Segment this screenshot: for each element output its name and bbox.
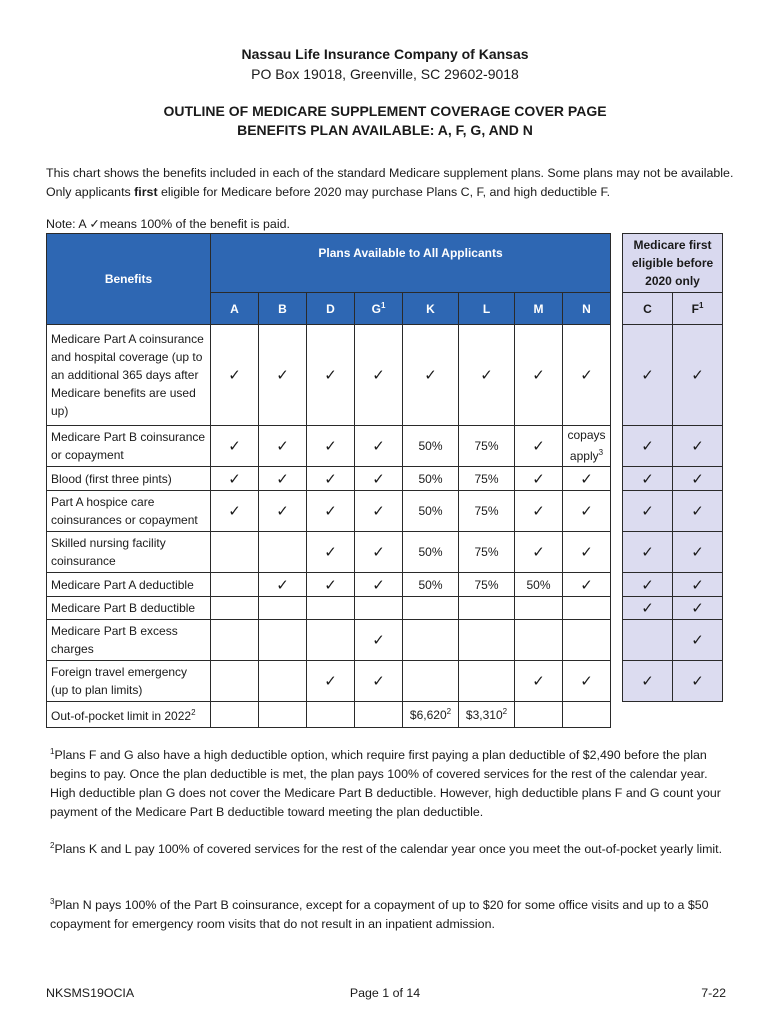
footnote-number: 2	[50, 841, 55, 850]
checkmark-glyph: ✓	[532, 469, 545, 488]
pre-2020-letter-header	[673, 293, 723, 325]
plan-letter: D	[326, 301, 335, 316]
benefit-name-cell	[47, 702, 211, 728]
plan-letter-header	[355, 293, 403, 325]
checkmark-icon	[623, 661, 673, 702]
checkmark-icon	[355, 573, 403, 597]
benefit-name: Medicare Part B coinsurance or copayment	[51, 430, 206, 462]
checkmark-glyph: ✓	[228, 502, 241, 520]
benefit-name: Part A hospice care coinsurances or copayment	[51, 495, 198, 527]
checkmark-icon	[563, 573, 611, 597]
checkmark-icon	[355, 532, 403, 573]
checkmark-glyph: ✓	[276, 366, 289, 384]
checkmark-icon	[563, 661, 611, 702]
cell-value: 50%	[526, 577, 551, 592]
cell-value: 75%	[474, 577, 499, 592]
benefit-value	[403, 532, 459, 573]
benefits-table	[46, 233, 723, 728]
benefit-row	[47, 426, 723, 467]
checkmark-glyph: ✓	[691, 469, 704, 488]
checkmark-icon	[673, 597, 723, 620]
checkmark-icon	[563, 532, 611, 573]
intro-line-1: This chart shows the benefits included in each of the standard Medicare supplement plans. Some plans may not be available.	[46, 166, 734, 180]
cell-value: 75%	[474, 439, 499, 453]
benefit-name-cell	[47, 426, 211, 467]
checkmark-glyph: ✓	[580, 366, 593, 384]
empty-cell	[563, 597, 611, 620]
checkmark-glyph: ✓	[372, 575, 385, 594]
checkmark-glyph: ✓	[641, 469, 654, 488]
checkmark-icon	[623, 325, 673, 426]
intro-emphasis: first	[134, 185, 158, 199]
checkmark-glyph: ✓	[324, 543, 337, 561]
benefit-name-cell	[47, 532, 211, 573]
empty-cell	[459, 661, 515, 702]
empty-cell	[211, 573, 259, 597]
benefit-row	[47, 597, 723, 620]
checkmark-glyph: ✓	[532, 502, 545, 520]
empty-cell	[259, 597, 307, 620]
checkmark-glyph: ✓	[691, 502, 704, 520]
empty-cell	[259, 620, 307, 661]
note-text: means 100% of the benefit is paid.	[99, 217, 290, 231]
checkmark-icon	[515, 661, 563, 702]
checkmark-glyph: ✓	[580, 502, 593, 520]
empty-cell	[403, 661, 459, 702]
plan-letter: C	[643, 301, 652, 316]
footnote-ref: 1	[698, 301, 704, 310]
checkmark-icon	[623, 426, 673, 467]
plan-letter-header	[307, 293, 355, 325]
checkmark-glyph: ✓	[691, 366, 704, 384]
benefit-value	[403, 491, 459, 532]
checkmark-icon	[623, 491, 673, 532]
checkmark-icon	[515, 426, 563, 467]
benefit-row	[47, 467, 723, 491]
checkmark-glyph: ✓	[324, 672, 337, 690]
footnote-ref: 2	[446, 707, 452, 716]
pre-2020-letter-header	[623, 293, 673, 325]
footnote-text: Plans F and G also have a high deductible option, which require first paying a plan deductible of $2,490 before the plan begins to pay. Once the plan deductible is met, the plan pays 100% of covered services for the rest of the calendar year. High deductible plan G does not cover the Medicare Part B deductible. However, high deductible plans F and G count your payment of the Medicare Part B deductible toward meeting the plan deductible.	[50, 748, 721, 820]
empty-cell	[355, 702, 403, 728]
benefit-value	[403, 467, 459, 491]
checkmark-icon	[623, 573, 673, 597]
note-prefix: Note: A	[46, 217, 90, 231]
checkmark-icon	[355, 661, 403, 702]
footnote-ref: 3	[598, 448, 604, 457]
cell-value: 50%	[418, 439, 443, 453]
checkmark-icon	[673, 573, 723, 597]
checkmark-icon	[673, 426, 723, 467]
revision-date: 7-22	[701, 986, 726, 1000]
checkmark-icon	[259, 467, 307, 491]
checkmark-icon	[515, 325, 563, 426]
footnote-ref: 2	[502, 707, 508, 716]
benefit-name: Blood (first three pints)	[51, 471, 172, 486]
checkmark-icon	[623, 467, 673, 491]
checkmark-icon	[211, 325, 259, 426]
benefit-value	[459, 491, 515, 532]
footnote-ref: 1	[380, 301, 386, 310]
plan-letter-header	[259, 293, 307, 325]
pre-2020-header: Medicare first eligible before 2020 only	[623, 234, 723, 293]
footnote-3	[50, 892, 730, 934]
benefit-row	[47, 702, 723, 728]
cell-value: 75%	[474, 471, 499, 486]
checkmark-glyph: ✓	[532, 437, 545, 455]
empty-cell	[459, 620, 515, 661]
checkmark-icon	[259, 491, 307, 532]
checkmark-icon	[459, 325, 515, 426]
checkmark-glyph: ✓	[372, 672, 385, 690]
checkmark-glyph: ✓	[691, 437, 704, 455]
checkmark-icon	[307, 661, 355, 702]
intro-text: eligible for Medicare before 2020 may purchase Plans C, F, and high deductible F.	[157, 185, 611, 199]
cell-value: 50%	[418, 577, 443, 592]
checkmark-icon	[563, 491, 611, 532]
empty-cell	[211, 661, 259, 702]
checkmark-glyph: ✓	[691, 631, 704, 649]
checkmark-glyph: ✓	[324, 502, 337, 520]
benefit-value	[459, 426, 515, 467]
benefit-name-cell	[47, 597, 211, 620]
checkmark-icon	[211, 491, 259, 532]
benefit-name: Medicare Part B excess charges	[51, 624, 178, 656]
cell-value: copays apply	[567, 428, 606, 463]
column-gap	[611, 573, 623, 597]
checkmark-glyph: ✓	[324, 366, 337, 384]
checkmark-glyph: ✓	[228, 437, 241, 455]
plan-letter: F	[691, 302, 699, 316]
checkmark-glyph: ✓	[691, 672, 704, 690]
empty-cell	[307, 620, 355, 661]
form-id: NKSMS19OCIA	[46, 986, 135, 1000]
intro-text: Only applicants	[46, 185, 135, 199]
empty-cell	[259, 661, 307, 702]
benefit-row	[47, 661, 723, 702]
footnote-1	[50, 742, 730, 822]
footnote-2	[50, 836, 730, 859]
benefit-name-cell	[47, 573, 211, 597]
checkmark-glyph: ✓	[480, 366, 493, 384]
checkmark-glyph: ✓	[372, 469, 385, 488]
benefit-name-cell	[47, 467, 211, 491]
empty-cell	[259, 702, 307, 728]
checkmark-glyph: ✓	[372, 437, 385, 455]
checkmark-glyph: ✓	[691, 599, 704, 617]
checkmark-icon	[673, 620, 723, 661]
empty-cell	[673, 702, 723, 728]
checkmark-icon	[307, 467, 355, 491]
benefit-row	[47, 325, 723, 426]
checkmark-glyph: ✓	[532, 672, 545, 690]
cell-value: 50%	[418, 471, 443, 486]
benefit-name-cell	[47, 661, 211, 702]
benefit-value	[403, 702, 459, 728]
cell-value: $6,620	[409, 708, 447, 722]
checkmark-glyph: ✓	[372, 543, 385, 561]
benefit-name: Foreign travel emergency (up to plan limits)	[51, 665, 188, 697]
checkmark-glyph: ✓	[641, 502, 654, 520]
empty-cell	[515, 597, 563, 620]
empty-cell	[563, 620, 611, 661]
checkmark-icon	[515, 491, 563, 532]
plan-letter: B	[278, 301, 287, 316]
benefit-value	[459, 573, 515, 597]
checkmark-icon	[211, 467, 259, 491]
checkmark-icon: ✓	[89, 216, 100, 231]
checkmark-glyph: ✓	[228, 366, 241, 384]
checkmark-icon	[211, 426, 259, 467]
checkmark-icon	[515, 532, 563, 573]
checkmark-icon	[259, 573, 307, 597]
benefit-value	[515, 573, 563, 597]
checkmark-glyph: ✓	[641, 599, 654, 617]
checkmark-icon	[355, 491, 403, 532]
empty-cell	[211, 532, 259, 573]
company-name: Nassau Life Insurance Company of Kansas	[241, 46, 529, 62]
column-gap	[611, 661, 623, 702]
column-gap	[611, 702, 623, 728]
page-number: Page 1 of 14	[349, 986, 421, 1000]
empty-cell	[307, 597, 355, 620]
checkmark-icon	[673, 325, 723, 426]
checkmark-icon	[259, 325, 307, 426]
plan-letter: G	[371, 302, 381, 316]
checkmark-icon	[307, 491, 355, 532]
plan-letter: L	[482, 301, 491, 316]
checkmark-icon	[355, 467, 403, 491]
checkmark-icon	[403, 325, 459, 426]
cell-value: 75%	[474, 504, 499, 518]
column-gap	[611, 467, 623, 491]
checkmark-glyph: ✓	[324, 469, 337, 488]
column-gap	[611, 491, 623, 532]
benefit-name: Medicare Part B deductible	[51, 601, 196, 615]
checkmark-glyph: ✓	[276, 469, 289, 488]
column-gap	[611, 325, 623, 426]
empty-cell	[259, 532, 307, 573]
benefit-value	[459, 467, 515, 491]
checkmark-glyph: ✓	[532, 543, 545, 561]
checkmark-icon	[563, 467, 611, 491]
benefit-name-cell	[47, 620, 211, 661]
checkmark-glyph: ✓	[641, 543, 654, 561]
empty-cell	[307, 702, 355, 728]
plan-letter: M	[533, 301, 544, 316]
column-gap	[611, 426, 623, 467]
checkmark-glyph: ✓	[580, 575, 593, 594]
checkmark-icon	[563, 325, 611, 426]
benefit-value	[403, 426, 459, 467]
checkmark-glyph: ✓	[372, 366, 385, 384]
all-applicants-header: Plans Available to All Applicants	[211, 234, 611, 293]
empty-cell	[211, 620, 259, 661]
checkmark-glyph: ✓	[276, 502, 289, 520]
checkmark-icon	[355, 426, 403, 467]
empty-cell	[355, 597, 403, 620]
benefit-row	[47, 620, 723, 661]
checkmark-icon	[673, 661, 723, 702]
cell-value: 75%	[474, 545, 499, 559]
empty-cell	[623, 620, 673, 661]
intro-line-2	[46, 185, 736, 199]
column-gap	[611, 620, 623, 661]
checkmark-icon	[355, 325, 403, 426]
checkmark-glyph: ✓	[691, 543, 704, 561]
cell-value: 50%	[418, 504, 443, 518]
empty-cell	[403, 620, 459, 661]
plan-letter: A	[230, 301, 239, 316]
empty-cell	[563, 702, 611, 728]
column-gap	[611, 532, 623, 573]
plan-letter-header	[459, 293, 515, 325]
benefit-value	[459, 532, 515, 573]
checkmark-glyph: ✓	[691, 575, 704, 594]
column-gap	[611, 597, 623, 620]
checkmark-glyph: ✓	[641, 437, 654, 455]
checkmark-icon	[355, 620, 403, 661]
plan-letter-header	[211, 293, 259, 325]
cell-value: $3,310	[465, 708, 503, 722]
empty-cell	[623, 702, 673, 728]
checkmark-icon	[673, 491, 723, 532]
empty-cell	[515, 620, 563, 661]
checkmark-icon	[307, 573, 355, 597]
cell-value: 50%	[418, 545, 443, 559]
check-note	[46, 216, 290, 231]
footnote-text: Plans K and L pay 100% of covered services for the rest of the calendar year once you meet the out-of-pocket yearly limit.	[54, 842, 723, 857]
empty-cell	[211, 597, 259, 620]
benefit-name: Out-of-pocket limit in 2022	[51, 709, 192, 723]
checkmark-glyph: ✓	[276, 575, 289, 594]
checkmark-glyph: ✓	[641, 575, 654, 594]
plan-letter: N	[582, 301, 591, 316]
empty-cell	[515, 702, 563, 728]
benefit-value	[403, 573, 459, 597]
benefit-name-cell	[47, 491, 211, 532]
checkmark-icon	[515, 467, 563, 491]
checkmark-glyph: ✓	[276, 437, 289, 455]
benefit-name: Skilled nursing facility coinsurance	[51, 536, 166, 568]
checkmark-glyph: ✓	[641, 672, 654, 690]
plan-letter-header	[563, 293, 611, 325]
checkmark-glyph: ✓	[228, 469, 241, 488]
benefit-row	[47, 491, 723, 532]
footnote-ref: 2	[191, 708, 196, 717]
checkmark-icon	[307, 325, 355, 426]
checkmark-glyph: ✓	[532, 366, 545, 384]
checkmark-glyph: ✓	[580, 469, 593, 488]
checkmark-icon	[673, 467, 723, 491]
plan-letter-header	[403, 293, 459, 325]
empty-cell	[403, 597, 459, 620]
empty-cell	[211, 702, 259, 728]
checkmark-icon	[307, 532, 355, 573]
benefit-name: Medicare Part A deductible	[51, 577, 194, 592]
benefit-value	[563, 426, 611, 467]
benefit-row	[47, 573, 723, 597]
checkmark-glyph: ✓	[641, 366, 654, 384]
company-address: PO Box 19018, Greenville, SC 29602-9018	[251, 66, 519, 82]
checkmark-glyph: ✓	[324, 437, 337, 455]
checkmark-icon	[623, 597, 673, 620]
footnote-number: 1	[50, 747, 55, 756]
benefit-row	[47, 532, 723, 573]
benefit-name: Medicare Part A coinsurance and hospital coverage (up to an additional 365 days after Medicare benefits are used up)	[51, 332, 204, 418]
checkmark-glyph: ✓	[324, 575, 337, 594]
empty-cell	[459, 597, 515, 620]
checkmark-glyph: ✓	[372, 502, 385, 520]
benefit-name-cell	[47, 325, 211, 426]
checkmark-icon	[623, 532, 673, 573]
checkmark-glyph: ✓	[580, 672, 593, 690]
footnote-number: 3	[50, 897, 55, 906]
checkmark-glyph: ✓	[372, 631, 385, 649]
checkmark-glyph: ✓	[424, 366, 437, 384]
document-title: OUTLINE OF MEDICARE SUPPLEMENT COVERAGE COVER PAGE	[163, 103, 607, 119]
checkmark-icon	[259, 426, 307, 467]
benefit-value	[459, 702, 515, 728]
footnote-text: Plan N pays 100% of the Part B coinsurance, except for a copayment of up to $20 for some office visits and up to a $50 copayment for emergency room visits that do not result in an inpatient admission.	[50, 898, 709, 932]
checkmark-glyph: ✓	[580, 543, 593, 561]
checkmark-icon	[307, 426, 355, 467]
checkmark-icon	[673, 532, 723, 573]
plan-letter: K	[426, 301, 435, 316]
column-gap	[611, 234, 623, 325]
benefits-header: Benefits	[47, 234, 211, 325]
plan-letter-header	[515, 293, 563, 325]
document-subtitle: BENEFITS PLAN AVAILABLE: A, F, G, AND N	[237, 122, 533, 138]
